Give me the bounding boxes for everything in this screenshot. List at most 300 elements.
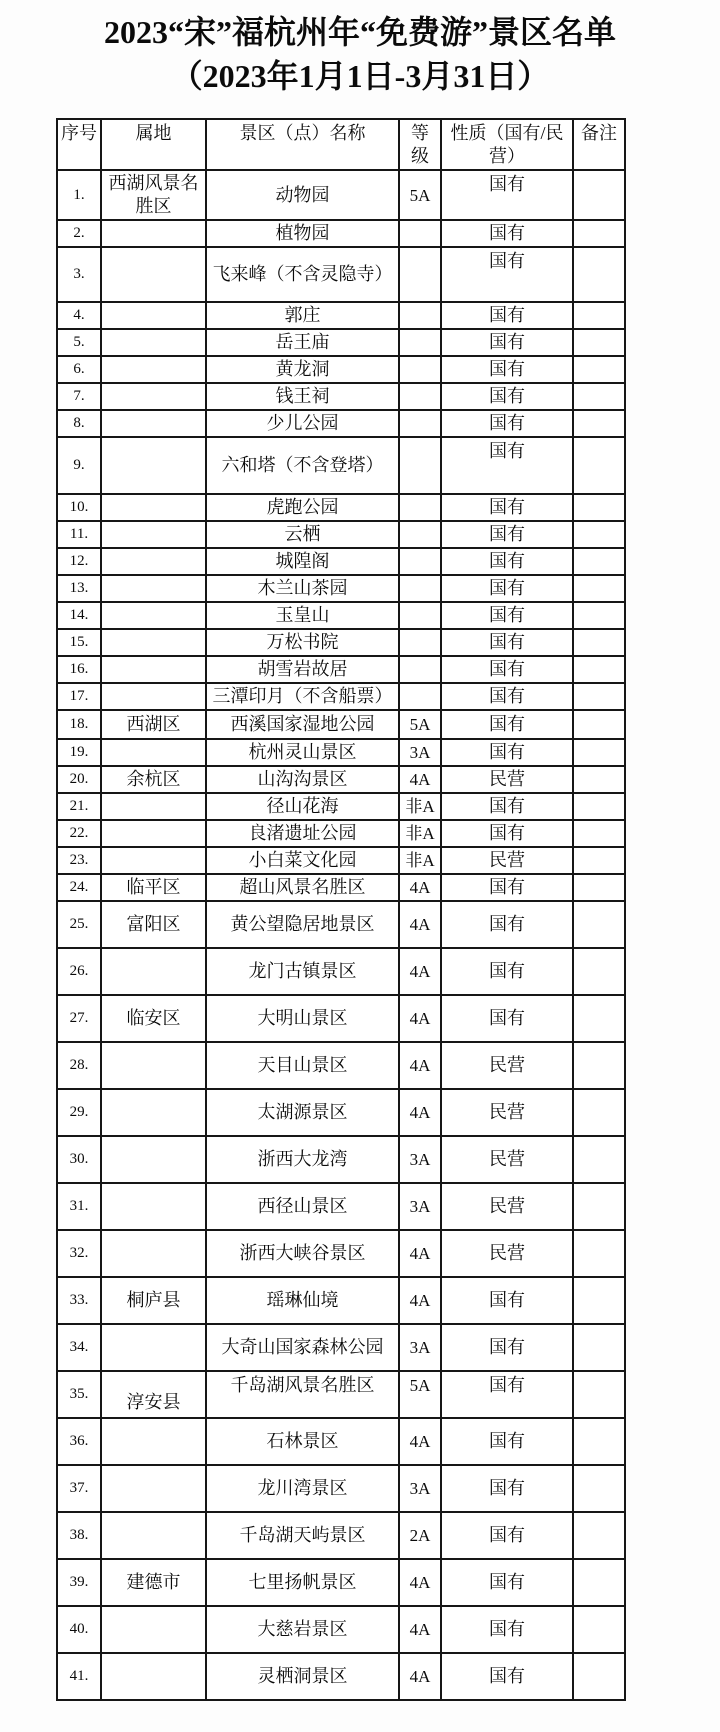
cell-nature: 国有	[441, 874, 573, 901]
cell-nature: 民营	[441, 1136, 573, 1183]
cell-region	[101, 1465, 206, 1512]
cell-remark	[573, 437, 625, 494]
cell-num: 12.	[57, 548, 101, 575]
page-title	[0, 10, 720, 98]
cell-name: 千岛湖风景名胜区	[206, 1371, 399, 1418]
cell-grade	[399, 656, 441, 683]
table-row	[57, 548, 625, 575]
cell-remark	[573, 1559, 625, 1606]
table-row	[57, 995, 625, 1042]
cell-grade: 5A	[399, 170, 441, 220]
cell-name: 浙西大龙湾	[206, 1136, 399, 1183]
table-row	[57, 948, 625, 995]
cell-name: 动物园	[206, 170, 399, 220]
table-row	[57, 793, 625, 820]
cell-nature: 民营	[441, 1230, 573, 1277]
cell-name: 小白菜文化园	[206, 847, 399, 874]
table-row	[57, 710, 625, 739]
cell-remark	[573, 1606, 625, 1653]
page-title-line2: （2023年1月1日-3月31日）	[170, 58, 550, 94]
cell-num: 32.	[57, 1230, 101, 1277]
cell-name: 城隍阁	[206, 548, 399, 575]
cell-region	[101, 656, 206, 683]
cell-remark	[573, 329, 625, 356]
cell-grade: 2A	[399, 1512, 441, 1559]
cell-nature: 国有	[441, 901, 573, 948]
cell-name: 良渚遗址公园	[206, 820, 399, 847]
cell-remark	[573, 710, 625, 739]
cell-num: 28.	[57, 1042, 101, 1089]
cell-remark	[573, 220, 625, 247]
cell-region	[101, 247, 206, 302]
cell-region	[101, 437, 206, 494]
cell-name: 七里扬帆景区	[206, 1559, 399, 1606]
cell-name: 灵栖洞景区	[206, 1653, 399, 1700]
cell-nature: 国有	[441, 1371, 573, 1418]
cell-grade: 非A	[399, 820, 441, 847]
cell-grade: 5A	[399, 1371, 441, 1418]
cell-name: 木兰山茶园	[206, 575, 399, 602]
cell-grade: 3A	[399, 1465, 441, 1512]
cell-remark	[573, 1371, 625, 1418]
cell-num: 2.	[57, 220, 101, 247]
page-title-line1: 2023“宋”福杭州年“免费游”景区名单	[103, 14, 616, 50]
cell-remark	[573, 793, 625, 820]
cell-num: 37.	[57, 1465, 101, 1512]
cell-nature: 国有	[441, 629, 573, 656]
cell-grade: 3A	[399, 739, 441, 766]
cell-nature: 国有	[441, 995, 573, 1042]
cell-grade: 4A	[399, 995, 441, 1042]
cell-name: 大慈岩景区	[206, 1606, 399, 1653]
cell-num: 11.	[57, 521, 101, 548]
cell-nature: 国有	[441, 170, 573, 220]
column-header-region: 属地	[101, 119, 206, 170]
cell-name: 杭州灵山景区	[206, 739, 399, 766]
cell-num: 20.	[57, 766, 101, 793]
cell-region	[101, 948, 206, 995]
cell-num: 36.	[57, 1418, 101, 1465]
cell-nature: 民营	[441, 1183, 573, 1230]
cell-region	[101, 820, 206, 847]
cell-num: 3.	[57, 247, 101, 302]
table-row	[57, 410, 625, 437]
cell-name: 龙川湾景区	[206, 1465, 399, 1512]
cell-grade	[399, 220, 441, 247]
cell-remark	[573, 521, 625, 548]
cell-num: 17.	[57, 683, 101, 710]
cell-name: 黄龙洞	[206, 356, 399, 383]
cell-nature: 国有	[441, 1465, 573, 1512]
cell-remark	[573, 874, 625, 901]
cell-name: 西溪国家湿地公园	[206, 710, 399, 739]
cell-nature: 民营	[441, 766, 573, 793]
cell-name: 万松书院	[206, 629, 399, 656]
cell-remark	[573, 629, 625, 656]
cell-nature: 国有	[441, 656, 573, 683]
cell-remark	[573, 656, 625, 683]
cell-name: 西径山景区	[206, 1183, 399, 1230]
cell-remark	[573, 1089, 625, 1136]
cell-grade: 4A	[399, 1042, 441, 1089]
cell-remark	[573, 739, 625, 766]
table-row	[57, 847, 625, 874]
cell-grade: 4A	[399, 1418, 441, 1465]
cell-grade: 非A	[399, 793, 441, 820]
cell-remark	[573, 1183, 625, 1230]
cell-num: 21.	[57, 793, 101, 820]
cell-name: 虎跑公园	[206, 494, 399, 521]
cell-num: 38.	[57, 1512, 101, 1559]
cell-remark	[573, 1512, 625, 1559]
cell-nature: 国有	[441, 548, 573, 575]
scenic-spots-table	[56, 118, 626, 1701]
column-header-name: 景区（点）名称	[206, 119, 399, 170]
cell-name: 飞来峰（不含灵隐寺）	[206, 247, 399, 302]
cell-remark	[573, 494, 625, 521]
cell-grade	[399, 683, 441, 710]
cell-nature: 国有	[441, 1606, 573, 1653]
column-header-num: 序号	[57, 119, 101, 170]
cell-region	[101, 494, 206, 521]
cell-nature: 国有	[441, 220, 573, 247]
cell-region	[101, 383, 206, 410]
cell-region	[101, 739, 206, 766]
cell-grade	[399, 629, 441, 656]
cell-remark	[573, 766, 625, 793]
cell-nature: 民营	[441, 1042, 573, 1089]
cell-num: 41.	[57, 1653, 101, 1700]
cell-num: 15.	[57, 629, 101, 656]
cell-region: 临安区	[101, 995, 206, 1042]
table-row	[57, 1324, 625, 1371]
table-row	[57, 220, 625, 247]
column-header-grade: 等级	[399, 119, 441, 170]
cell-grade: 4A	[399, 1559, 441, 1606]
cell-region	[101, 1512, 206, 1559]
table-row	[57, 1089, 625, 1136]
cell-num: 14.	[57, 602, 101, 629]
table-row	[57, 1371, 625, 1418]
table-row	[57, 1559, 625, 1606]
table-row	[57, 1418, 625, 1465]
cell-remark	[573, 1653, 625, 1700]
cell-num: 10.	[57, 494, 101, 521]
cell-region: 淳安县	[101, 1371, 206, 1418]
cell-remark	[573, 1465, 625, 1512]
cell-nature: 国有	[441, 356, 573, 383]
cell-nature: 国有	[441, 948, 573, 995]
cell-grade	[399, 437, 441, 494]
cell-num: 39.	[57, 1559, 101, 1606]
cell-region	[101, 356, 206, 383]
cell-nature: 国有	[441, 247, 573, 302]
cell-nature: 国有	[441, 820, 573, 847]
table-row	[57, 739, 625, 766]
table-row	[57, 901, 625, 948]
cell-grade	[399, 521, 441, 548]
cell-region: 建德市	[101, 1559, 206, 1606]
cell-remark	[573, 948, 625, 995]
cell-grade: 4A	[399, 766, 441, 793]
cell-grade: 4A	[399, 948, 441, 995]
table-row	[57, 683, 625, 710]
table-row	[57, 383, 625, 410]
cell-region	[101, 1136, 206, 1183]
cell-num: 40.	[57, 1606, 101, 1653]
cell-remark	[573, 575, 625, 602]
cell-num: 26.	[57, 948, 101, 995]
cell-nature: 国有	[441, 437, 573, 494]
cell-region: 桐庐县	[101, 1277, 206, 1324]
cell-region: 临平区	[101, 874, 206, 901]
cell-remark	[573, 548, 625, 575]
cell-num: 35.	[57, 1371, 101, 1418]
cell-remark	[573, 383, 625, 410]
cell-grade	[399, 602, 441, 629]
cell-remark	[573, 410, 625, 437]
cell-name: 大奇山国家森林公园	[206, 1324, 399, 1371]
cell-nature: 国有	[441, 793, 573, 820]
table-header	[57, 119, 625, 170]
cell-nature: 国有	[441, 1559, 573, 1606]
table-row	[57, 437, 625, 494]
table-row	[57, 1230, 625, 1277]
cell-num: 33.	[57, 1277, 101, 1324]
cell-region	[101, 602, 206, 629]
cell-remark	[573, 1277, 625, 1324]
cell-remark	[573, 1042, 625, 1089]
cell-name: 郭庄	[206, 302, 399, 329]
cell-region: 富阳区	[101, 901, 206, 948]
table-row	[57, 575, 625, 602]
cell-remark	[573, 1136, 625, 1183]
cell-remark	[573, 995, 625, 1042]
cell-grade: 非A	[399, 847, 441, 874]
table-body	[57, 170, 625, 1700]
cell-region: 余杭区	[101, 766, 206, 793]
cell-grade	[399, 329, 441, 356]
cell-grade	[399, 383, 441, 410]
cell-grade: 3A	[399, 1136, 441, 1183]
table-row	[57, 629, 625, 656]
table-row	[57, 602, 625, 629]
cell-region	[101, 220, 206, 247]
cell-nature: 国有	[441, 329, 573, 356]
cell-remark	[573, 1324, 625, 1371]
cell-grade: 4A	[399, 1277, 441, 1324]
cell-name: 径山花海	[206, 793, 399, 820]
cell-num: 24.	[57, 874, 101, 901]
cell-name: 云栖	[206, 521, 399, 548]
cell-grade	[399, 548, 441, 575]
cell-nature: 国有	[441, 739, 573, 766]
cell-name: 三潭印月（不含船票）	[206, 683, 399, 710]
cell-grade: 3A	[399, 1324, 441, 1371]
cell-grade	[399, 494, 441, 521]
cell-grade: 4A	[399, 1230, 441, 1277]
cell-num: 30.	[57, 1136, 101, 1183]
cell-nature: 国有	[441, 1512, 573, 1559]
cell-num: 8.	[57, 410, 101, 437]
cell-region	[101, 1418, 206, 1465]
column-header-nature: 性质（国有/民营）	[441, 119, 573, 170]
cell-num: 34.	[57, 1324, 101, 1371]
cell-region	[101, 410, 206, 437]
cell-name: 少儿公园	[206, 410, 399, 437]
table-row	[57, 1512, 625, 1559]
cell-num: 5.	[57, 329, 101, 356]
cell-num: 25.	[57, 901, 101, 948]
cell-region	[101, 521, 206, 548]
table-row	[57, 494, 625, 521]
cell-name: 山沟沟景区	[206, 766, 399, 793]
cell-num: 19.	[57, 739, 101, 766]
cell-num: 23.	[57, 847, 101, 874]
table-row	[57, 1042, 625, 1089]
table-row	[57, 247, 625, 302]
table-row	[57, 1465, 625, 1512]
cell-grade: 5A	[399, 710, 441, 739]
cell-nature: 国有	[441, 683, 573, 710]
cell-remark	[573, 1230, 625, 1277]
cell-name: 黄公望隐居地景区	[206, 901, 399, 948]
cell-grade: 4A	[399, 1089, 441, 1136]
cell-num: 18.	[57, 710, 101, 739]
cell-region	[101, 847, 206, 874]
table-row	[57, 1653, 625, 1700]
cell-remark	[573, 302, 625, 329]
cell-nature: 国有	[441, 1418, 573, 1465]
cell-grade	[399, 302, 441, 329]
cell-region	[101, 1089, 206, 1136]
cell-region	[101, 575, 206, 602]
cell-remark	[573, 247, 625, 302]
cell-grade: 4A	[399, 1653, 441, 1700]
table-row	[57, 820, 625, 847]
cell-num: 29.	[57, 1089, 101, 1136]
cell-grade	[399, 410, 441, 437]
cell-remark	[573, 356, 625, 383]
column-header-remark: 备注	[573, 119, 625, 170]
table-row	[57, 1183, 625, 1230]
table-row	[57, 874, 625, 901]
cell-grade: 4A	[399, 901, 441, 948]
cell-region	[101, 329, 206, 356]
cell-remark	[573, 847, 625, 874]
cell-nature: 国有	[441, 1653, 573, 1700]
cell-num: 1.	[57, 170, 101, 220]
cell-num: 9.	[57, 437, 101, 494]
cell-nature: 国有	[441, 602, 573, 629]
cell-remark	[573, 1418, 625, 1465]
cell-name: 植物园	[206, 220, 399, 247]
cell-name: 石林景区	[206, 1418, 399, 1465]
cell-remark	[573, 683, 625, 710]
cell-nature: 国有	[441, 1324, 573, 1371]
cell-name: 千岛湖天屿景区	[206, 1512, 399, 1559]
cell-grade: 4A	[399, 874, 441, 901]
cell-num: 27.	[57, 995, 101, 1042]
cell-region	[101, 548, 206, 575]
cell-num: 6.	[57, 356, 101, 383]
cell-region	[101, 1606, 206, 1653]
cell-nature: 民营	[441, 847, 573, 874]
cell-grade	[399, 356, 441, 383]
cell-name: 大明山景区	[206, 995, 399, 1042]
cell-nature: 国有	[441, 1277, 573, 1324]
table-row	[57, 1606, 625, 1653]
table-row	[57, 170, 625, 220]
cell-nature: 民营	[441, 1089, 573, 1136]
cell-grade	[399, 575, 441, 602]
cell-name: 太湖源景区	[206, 1089, 399, 1136]
table-row	[57, 356, 625, 383]
cell-nature: 国有	[441, 410, 573, 437]
cell-remark	[573, 170, 625, 220]
cell-region	[101, 1183, 206, 1230]
cell-grade: 3A	[399, 1183, 441, 1230]
table-row	[57, 329, 625, 356]
cell-num: 4.	[57, 302, 101, 329]
table-row	[57, 1136, 625, 1183]
cell-grade	[399, 247, 441, 302]
cell-grade: 4A	[399, 1606, 441, 1653]
cell-region	[101, 793, 206, 820]
cell-nature: 国有	[441, 521, 573, 548]
cell-remark	[573, 602, 625, 629]
cell-nature: 国有	[441, 575, 573, 602]
cell-name: 超山风景名胜区	[206, 874, 399, 901]
cell-remark	[573, 820, 625, 847]
cell-num: 16.	[57, 656, 101, 683]
cell-name: 瑶琳仙境	[206, 1277, 399, 1324]
table-row	[57, 521, 625, 548]
cell-nature: 国有	[441, 710, 573, 739]
cell-name: 玉皇山	[206, 602, 399, 629]
cell-region	[101, 683, 206, 710]
cell-name: 钱王祠	[206, 383, 399, 410]
cell-remark	[573, 901, 625, 948]
cell-name: 六和塔（不含登塔）	[206, 437, 399, 494]
table-row	[57, 656, 625, 683]
cell-region	[101, 629, 206, 656]
cell-nature: 国有	[441, 494, 573, 521]
cell-name: 龙门古镇景区	[206, 948, 399, 995]
cell-region	[101, 1230, 206, 1277]
cell-name: 岳王庙	[206, 329, 399, 356]
cell-num: 31.	[57, 1183, 101, 1230]
cell-num: 22.	[57, 820, 101, 847]
cell-name: 胡雪岩故居	[206, 656, 399, 683]
table-header-row	[57, 119, 625, 170]
table-row	[57, 1277, 625, 1324]
table-row	[57, 302, 625, 329]
table-row	[57, 766, 625, 793]
cell-region: 西湖风景名胜区	[101, 170, 206, 220]
cell-nature: 国有	[441, 302, 573, 329]
cell-num: 13.	[57, 575, 101, 602]
cell-region	[101, 302, 206, 329]
cell-region	[101, 1324, 206, 1371]
cell-region	[101, 1653, 206, 1700]
cell-name: 浙西大峡谷景区	[206, 1230, 399, 1277]
cell-name: 天目山景区	[206, 1042, 399, 1089]
cell-nature: 国有	[441, 383, 573, 410]
cell-num: 7.	[57, 383, 101, 410]
cell-region: 西湖区	[101, 710, 206, 739]
cell-region	[101, 1042, 206, 1089]
